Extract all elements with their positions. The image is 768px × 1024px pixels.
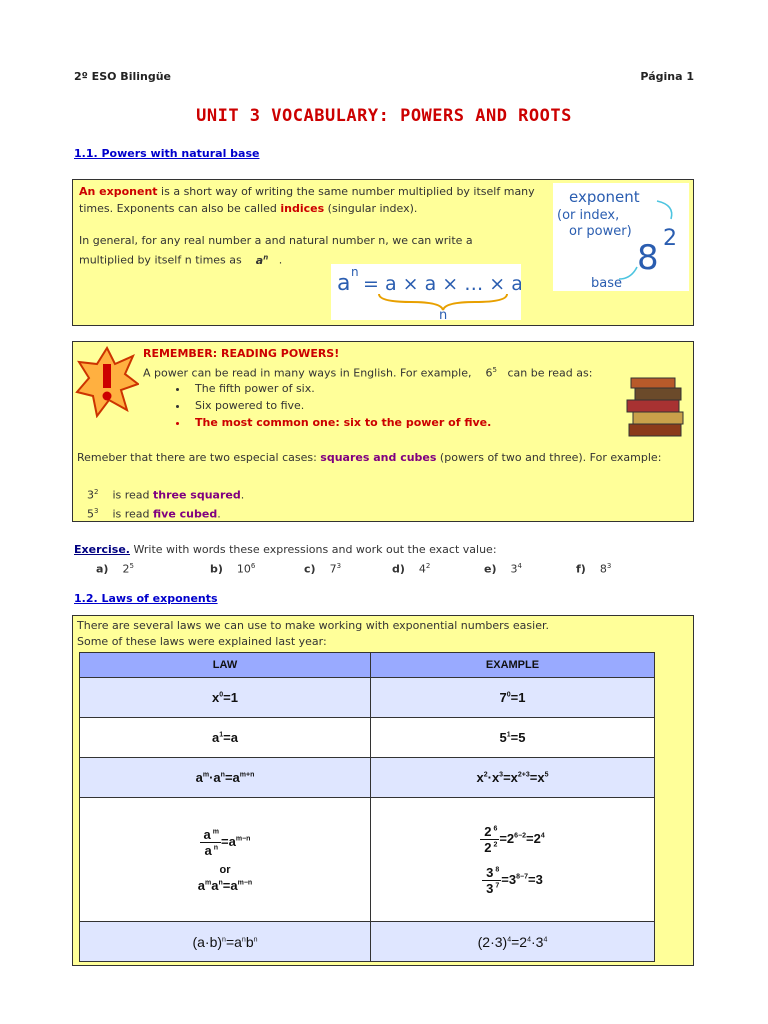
general-text: In general, for any real number a and natural number n, we can write a multiplied by itself n times as $a^n$ . <box>79 234 473 267</box>
diagram-label-or: (or index, <box>557 208 620 223</box>
exercise-item: f) $8^3$ <box>576 562 612 576</box>
remember-box <box>72 341 694 522</box>
power-formula-svg <box>331 264 521 320</box>
definition-text: An exponent is a short way of writing the same number multiplied by itself many times. Exponents can also be called indices (singular index). <box>79 185 535 215</box>
term-squares-cubes: squares and cubes <box>320 451 437 464</box>
exercise-item: b) $10^6$ <box>210 562 256 576</box>
header-page: Página 1 <box>640 70 694 83</box>
formula-lhs-base: a <box>337 271 351 296</box>
section-heading-laws: 1.2. Laws of exponents <box>74 592 218 605</box>
exercise-item: a) $2^5$ <box>96 562 134 576</box>
law-quotient: $\frac{a ^m}{a ^n}$ $=a^{m-n}$ or $a^ma^n=a^{m-n}$ <box>80 798 371 922</box>
reading-list <box>143 380 609 431</box>
column-header-example: EXAMPLE <box>371 653 655 678</box>
diagram-label-exponent: exponent <box>569 188 640 206</box>
square-example: $3^2$ is read three squared. <box>87 488 245 502</box>
example-product: $x^2\cdot x^3=x^{2+3}=x^5$ <box>371 758 655 798</box>
list-item: • The most common one: six to the power of five. <box>189 414 609 431</box>
remember-heading: REMEMBER: READING POWERS! <box>143 347 340 360</box>
formula-lhs-exp: n <box>351 265 359 279</box>
law-zero-exponent: $x^0=1$ <box>80 678 371 718</box>
term-exponent: An exponent <box>79 185 158 198</box>
header-course: 2º ESO Bilingüe <box>74 70 171 83</box>
special-cases-text: Remeber that there are two especial cases: squares and cubes (powers of two and three). For example: <box>77 451 662 464</box>
fraction: $\frac{2 ^6}{2 ^2}$ <box>480 824 499 855</box>
column-header-law: LAW <box>80 653 371 678</box>
book-4 <box>635 388 681 400</box>
section-heading-powers: 1.1. Powers with natural base <box>74 147 260 160</box>
power-formula-figure <box>331 264 521 320</box>
diagram-label-or2: or power) <box>569 224 632 239</box>
example-zero-exponent: $7^0=1$ <box>371 678 655 718</box>
formula-rhs: = a × a × … × a <box>363 273 521 295</box>
exercise-label: Exercise. <box>74 543 130 556</box>
exponent-diagram <box>553 183 689 291</box>
example-quotient: $\frac{2 ^6}{2 ^2}$ $=2^{6-2}=2^4$ $\frac{3 ^8}{3 ^7}$ $=3^{8-7}=3$ <box>371 798 655 922</box>
diagram-base-number: 8 <box>637 238 659 278</box>
laws-table <box>79 652 655 962</box>
term-indices: indices <box>280 202 325 215</box>
law-power-of-product: $(a\cdot b)^n=a^nb^n$ <box>80 922 371 962</box>
exponent-diagram-svg <box>553 183 689 291</box>
exclamation-icon <box>75 346 139 418</box>
exercise-item: c) $7^3$ <box>304 562 342 576</box>
book-5 <box>631 378 675 388</box>
exercise-item: d) $4^2$ <box>392 562 431 576</box>
exclamation-dot <box>103 392 112 401</box>
diagram-label-base: base <box>591 276 622 291</box>
table-row <box>80 922 655 962</box>
definition-box <box>72 179 694 326</box>
exclamation-burst-svg <box>75 346 139 418</box>
laws-intro: There are several laws we can use to make working with exponential numbers easier. Some of these laws were explained last year: <box>77 619 549 648</box>
table-row <box>80 758 655 798</box>
formula-brace-label: n <box>439 308 448 320</box>
remember-intro: A power can be read in many ways in English. For example, $6^5$ can be read as: <box>143 366 593 380</box>
book-3 <box>627 400 679 412</box>
or-label: or <box>219 863 231 876</box>
exclamation-bar <box>103 364 111 388</box>
example-one-exponent: $5^1=5$ <box>371 718 655 758</box>
law-one-exponent: $a^1=a$ <box>80 718 371 758</box>
fraction: $\frac{3 ^8}{3 ^7}$ <box>482 865 501 896</box>
list-item: • The fifth power of six. <box>189 380 609 397</box>
example-power-of-product: $(2\cdot 3)^4=2^4\cdot 3^4$ <box>371 922 655 962</box>
diagram-arrow-exponent <box>657 201 672 219</box>
fraction: $\frac{a ^m}{a ^n}$ <box>200 827 221 858</box>
table-row <box>80 678 655 718</box>
table-row <box>80 798 655 922</box>
diagram-exponent-number: 2 <box>663 226 677 251</box>
books-icon <box>625 376 689 444</box>
list-item: • Six powered to five. <box>189 397 609 414</box>
book-1 <box>629 424 681 436</box>
table-row <box>80 718 655 758</box>
book-2 <box>633 412 683 424</box>
law-product: $a^m\cdot a^n=a^{m+n}$ <box>80 758 371 798</box>
exercise-instructions: Exercise. Write with words these expressions and work out the exact value: <box>74 543 497 556</box>
cube-example: $5^3$ is read five cubed. <box>87 507 221 521</box>
books-svg <box>625 376 689 444</box>
page-title: UNIT 3 VOCABULARY: POWERS AND ROOTS <box>196 106 572 126</box>
exercise-item: e) $3^4$ <box>484 562 522 576</box>
